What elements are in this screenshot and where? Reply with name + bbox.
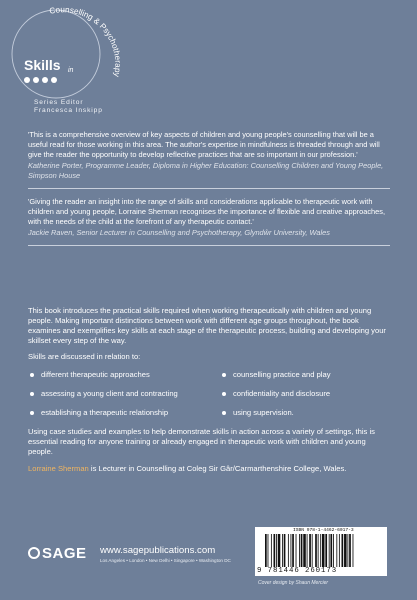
skill-label: confidentiality and disclosure — [233, 389, 331, 398]
barcode-bar — [271, 534, 272, 567]
logo-dot — [24, 77, 30, 83]
bullet-icon — [222, 373, 226, 377]
barcode-bar — [315, 534, 317, 567]
barcode-bar — [307, 534, 308, 567]
barcode-panel — [255, 527, 387, 576]
barcode-bar — [325, 534, 327, 567]
logo-dot — [51, 77, 57, 83]
series-editor-name: Francesca Inskipp — [34, 107, 103, 114]
barcode-bar — [301, 534, 303, 567]
skills-list — [30, 370, 392, 418]
barcode-bar — [339, 534, 340, 567]
barcode-bar — [291, 534, 292, 567]
bullet-icon — [30, 392, 34, 396]
barcode-bar — [278, 534, 281, 567]
barcode-bar — [330, 534, 332, 567]
endorsement-quote — [28, 197, 390, 238]
author-name: Lorraine Sherman — [28, 464, 89, 473]
barcode-bar — [299, 534, 300, 567]
barcode-bar — [312, 534, 313, 567]
bullet-icon — [222, 392, 226, 396]
logo-dot — [42, 77, 48, 83]
skill-item — [30, 408, 214, 418]
logo-arc-text: Counselling & Psychotherapy — [48, 6, 123, 78]
quote-attribution: Jackie Raven, Senior Lecturer in Counselling and Psychotherapy, Glyndŵr University, Wales — [28, 228, 330, 237]
skill-label: different therapeutic approaches — [41, 370, 150, 379]
description-closing: Using case studies and examples to help demonstrate skills in action across a variety of settings, this is essential reading for anyone training or already engaged in therapeutic work with children and young people. — [28, 427, 375, 456]
barcode-bar — [318, 534, 319, 567]
barcode-graphic — [263, 534, 385, 567]
endorsements — [28, 130, 390, 254]
skill-item — [30, 389, 214, 399]
publisher-cities: Los Angeles • London • New Delhi • Singapore • Washington DC — [100, 558, 231, 563]
barcode-bar — [344, 534, 347, 567]
barcode-bar — [320, 534, 321, 567]
barcode-bar — [265, 534, 267, 567]
skill-item — [222, 370, 392, 380]
barcode-bar — [292, 534, 294, 567]
series-editor-label: Series Editor — [34, 99, 84, 106]
barcode-bar — [282, 534, 283, 567]
skill-label: using supervision. — [233, 408, 294, 417]
skill-item — [30, 370, 214, 380]
sage-logo-icon — [28, 547, 40, 559]
skill-item — [222, 389, 392, 399]
barcode-digits: 9 781446 260173 — [257, 567, 338, 575]
logo-skills-text: Skills — [24, 57, 61, 73]
skill-label: counselling practice and play — [233, 370, 331, 379]
logo-in-text: in — [68, 67, 74, 74]
bullet-icon — [30, 373, 34, 377]
skill-label: assessing a young client and contracting — [41, 389, 178, 398]
barcode-bar — [296, 534, 297, 567]
description-intro: This book introduces the practical skills required when working therapeutically with children and young people. Making important distinctions between work with different age groups throughout, the book examines and exemplifies key skills at each stage of the therapeutic process, building and developing your skillset every step of the way. — [28, 306, 386, 345]
barcode-bar — [322, 534, 325, 567]
series-logo — [8, 6, 138, 136]
barcode-bar — [274, 534, 276, 567]
series-editor — [34, 99, 103, 115]
sage-logo — [28, 545, 87, 562]
quote-attribution: Katherine Porter, Programme Leader, Diploma in Higher Education: Counselling Children and Young People, Simpson House — [28, 161, 384, 180]
skill-item — [222, 408, 392, 418]
barcode-bar — [303, 534, 306, 567]
barcode-bar — [353, 534, 354, 567]
barcode-bar — [347, 534, 348, 567]
barcode-bar — [329, 534, 330, 567]
sage-logo-text: SAGE — [42, 545, 87, 562]
barcode-bar — [288, 534, 289, 567]
barcode-bar — [333, 534, 334, 567]
book-description — [28, 306, 392, 457]
barcode-bar — [342, 534, 344, 567]
barcode-bar — [268, 534, 269, 567]
author-bio-text: is Lecturer in Counselling at Coleg Sir Gâr/Carmarthenshire College, Wales. — [88, 464, 347, 473]
barcode-bar — [336, 534, 337, 567]
barcode-bar — [284, 534, 286, 567]
skill-label: establishing a therapeutic relationship — [41, 408, 169, 417]
skills-intro: Skills are discussed in relation to: — [28, 352, 141, 361]
logo-dot — [33, 77, 39, 83]
bullet-icon — [222, 411, 226, 415]
logo-ring — [12, 10, 100, 98]
publisher-url[interactable]: www.sagepublications.com — [100, 545, 216, 556]
endorsement-quote — [28, 130, 390, 181]
quote-text: 'Giving the reader an insight into the range of skills and considerations applicable to therapeutic work with children and young people, Lorraine Sherman recognises the importance of flexible and creative approaches, with the needs of the child at the forefront of any therapeutic contact.' — [28, 197, 386, 226]
quote-text: 'This is a comprehensive overview of key aspects of children and young people's counselling that will be a useful read for those working in this area. The author's expertise in mindfulness is threaded through and will give the reader the opportunity to develop reflective practices that are so important in our profession.' — [28, 130, 380, 159]
divider — [28, 188, 390, 189]
series-logo-graphic — [8, 6, 138, 136]
publisher-block — [28, 544, 248, 568]
cover-credit: Cover design by Shaun Mercier — [258, 580, 329, 586]
barcode-bar — [276, 534, 277, 567]
author-bio — [28, 464, 346, 473]
isbn-label: ISBN 978-1-4462-6017-3 — [293, 528, 354, 533]
bullet-icon — [30, 411, 34, 415]
divider — [28, 245, 390, 246]
barcode-bar — [349, 534, 351, 567]
barcode-bar — [309, 534, 311, 567]
